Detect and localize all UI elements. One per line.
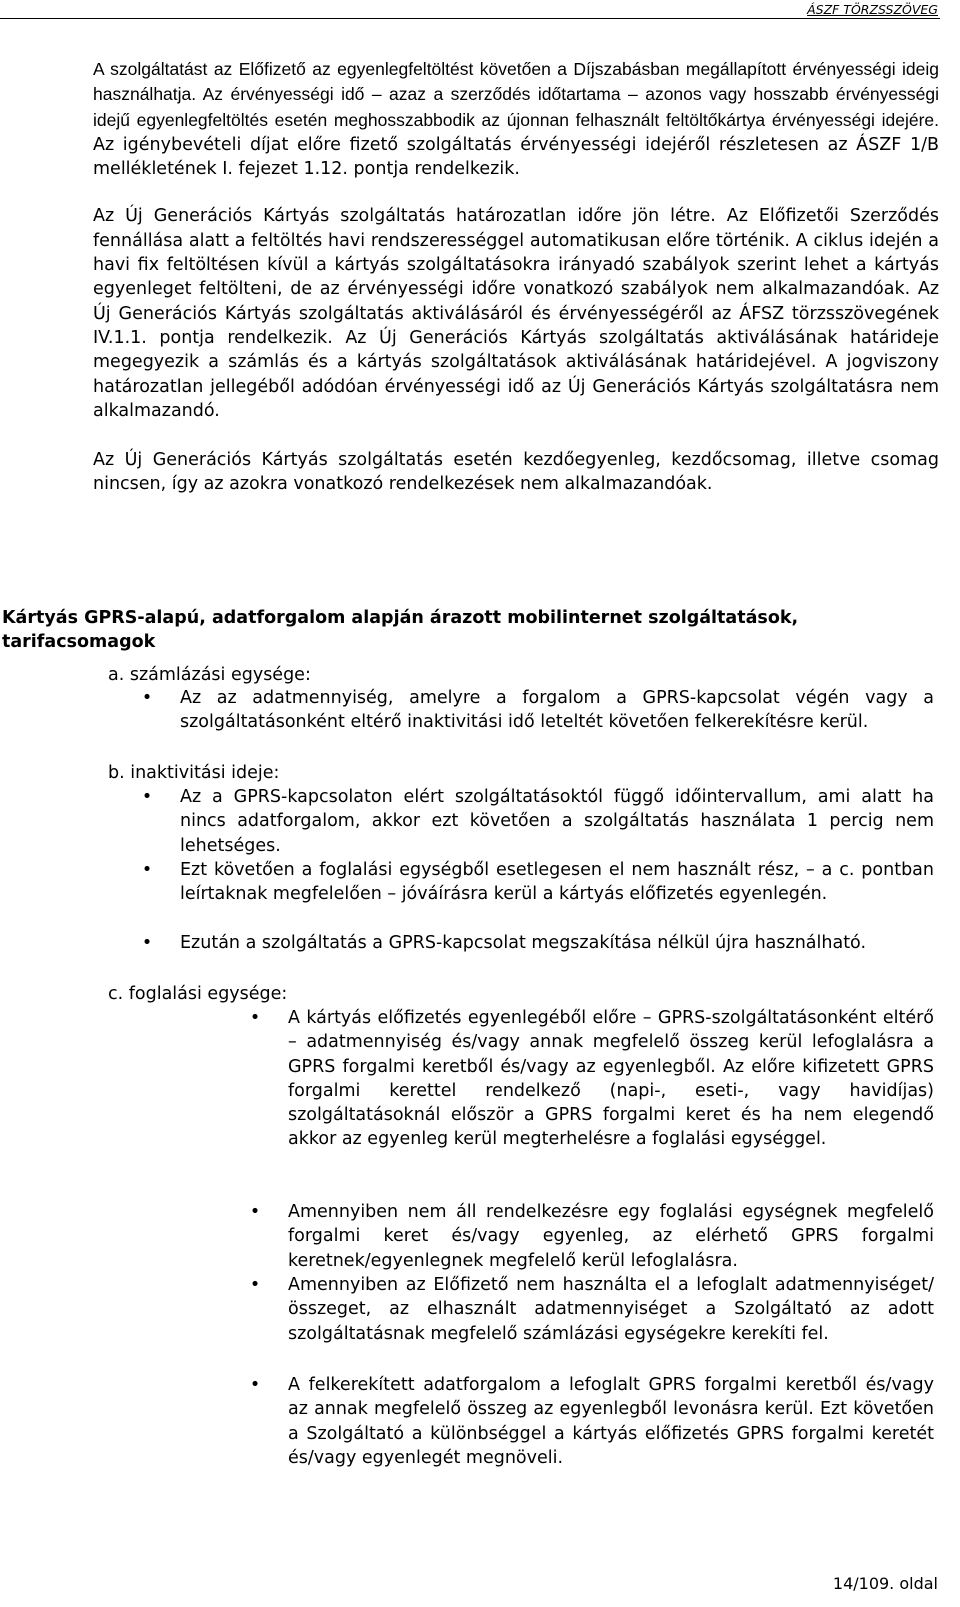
list-item: • A kártyás előfizetés egyenlegéből előre – GPRS-szolgáltatásonként eltérő – adatmennyiség és/vagy annak megfelelő összeg kerül lefoglalásra a GPRS forgalmi keretből és/vagy az egyenlegből. Az előre kifizetett GPRS forgalmi kerettel rendelkező (napi-, eseti-, vagy havidíjas) szolgáltatásoknál először a GPRS forgalmi keret és ha nem elegendő akkor az egyenleg kerül megterhelésre a foglalási egységgel. [249, 1008, 934, 1150]
list-item: • Ezután a szolgáltatás a GPRS-kapcsolat megszakítása nélkül újra használható. [140, 931, 934, 955]
bullet-icon: • [249, 1275, 261, 1295]
bullet-icon: • [141, 787, 153, 807]
sublist-label-c: c. foglalási egysége: [108, 984, 288, 1004]
list-item: • Az az adatmennyiség, amelyre a forgalom a GPRS-kapcsolat végén vagy a szolgáltatásonként eltérő inaktivitási idő leteltét követően felkerekítésre kerül. [141, 688, 934, 733]
bullet-icon: • [249, 1375, 261, 1395]
bullet-icon: • [141, 860, 153, 880]
page-header [0, 0, 960, 22]
paragraph-validity [93, 57, 939, 181]
list-item: • Amennyiben az Előfizető nem használta el a lefoglalt adatmennyiséget/összeget, az elhasznált adatmennyiséget a Szolgáltató az adott szolgáltatásnak megfelelő számlázási egységekre kerekíti fel. [249, 1275, 934, 1344]
paragraph-validity-part1: A szolgáltatást az Előfizető az egyenlegfeltöltést követően a Díjszabásban megállapított érvényességi ideig használhatja. Az érvényességi idő – azaz a szerződés időtartama – azonos vagy hosszabb érvényességi idejű egyenlegfeltöltés esetén meghosszabbodik az újonnan felhasznált feltöltőkártya érvényességi idejére. [93, 59, 939, 130]
bullet-icon: • [249, 1008, 261, 1028]
header-title: ÁSZF TÖRZSSZÖVEG [807, 2, 938, 17]
paragraph-starting-balance: Az Új Generációs Kártyás szolgáltatás esetén kezdőegyenleg, kezdőcsomag, illetve csomag nincsen, így az azokra vonatkozó rendelkezések nem alkalmazandóak. [93, 450, 939, 495]
list-item: • A felkerekített adatforgalom a lefoglalt GPRS forgalmi keretből és/vagy az annak megfelelő összeg az egyenlegből levonásra kerül. Ezt követően a Szolgáltató a különbséggel a kártyás előfizetés GPRS forgalmi keretét és/vagy egyenlegét megnöveli. [249, 1375, 934, 1468]
list-item: • Amennyiben nem áll rendelkezésre egy foglalási egységnek megfelelő forgalmi keret és/vagy egyenleg, az elérhető GPRS forgalmi keretnek/egyenlegnek megfelelő kerül lefoglalásra. [249, 1202, 934, 1271]
section-heading: Kártyás GPRS-alapú, adatforgalom alapján árazott mobilinternet szolgáltatások, tarifacsomagok [2, 608, 799, 652]
sublist-label-a: a. számlázási egysége: [108, 665, 311, 685]
bullet-icon: • [141, 933, 153, 953]
paragraph-validity-part2: Az igénybevételi díjat előre fizető szolgáltatás érvényességi idejéről részletesen az ÁSZF 1/B mellékletének I. fejezet 1.12. pontja rendelkezik. [93, 134, 939, 180]
header-rule [0, 18, 940, 19]
list-item: • Az a GPRS-kapcsolaton elért szolgáltatásoktól függő időintervallum, ami alatt ha nincs adatforgalom, akkor ezt követően a szolgáltatás használata 1 percig nem lehetséges. [141, 787, 934, 856]
page-number: 14/109. oldal [832, 1574, 938, 1593]
body-text [93, 57, 939, 497]
paragraph-new-generation: Az Új Generációs Kártyás szolgáltatás határozatlan időre jön létre. Az Előfizetői Szerződés fennállása alatt a feltöltés havi rendszerességgel automatikusan előre történik. A ciklus idején a havi fix feltöltésen kívül a kártyás szolgáltatásokra irányadó szabályok szerint lehet a kártyás egyenleget feltölteni, de az érvényességi időre vonatkozó szabályok nem alkalmazandóak. Az Új Generációs Kártyás szolgáltatás aktiválásáról és érvényességéről az ÁFSZ törzsszövegének IV.1.1. pontja rendelkezik. Az Új Generációs Kártyás szolgáltatás aktiválásának határideje megegyezik a számlás és a kártyás szolgáltatások aktiválásának határidejével. A jogviszony határozatlan jellegéből adódóan érvényességi idő az Új Generációs Kártyás szolgáltatásra nem alkalmazandó. [93, 206, 939, 421]
bullet-icon: • [141, 688, 153, 708]
list-item: • Ezt követően a foglalási egységből esetlegesen el nem használt rész, – a c. pontban leírtaknak megfelelően – jóváírásra kerül a kártyás előfizetés egyenlegén. [141, 860, 934, 905]
sublist-label-b: b. inaktivitási ideje: [108, 763, 280, 783]
bullet-icon: • [249, 1202, 261, 1222]
